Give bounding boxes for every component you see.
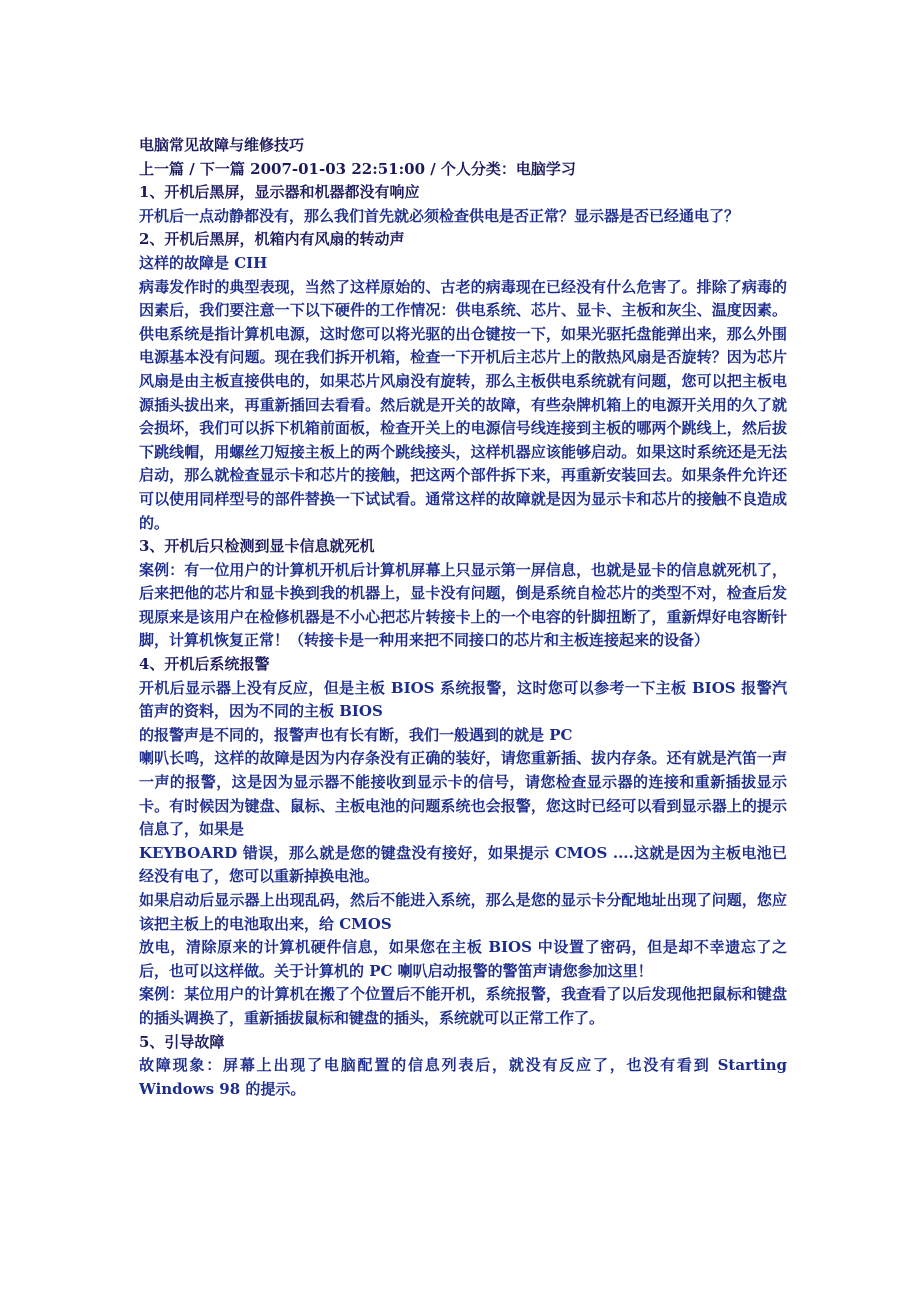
paragraph: 喇叭长鸣，这样的故障是因为内存条没有正确的装好，请您重新插、拔内存条。还有就是汽笛一声一声的报警，这是因为显示器不能接收到显示卡的信号，请您检查显示器的连接和重新插拔显示卡。有时候因为键盘、鼠标、主板电池的问题系统也会报警，您这时已经可以看到显示器上的提示信息了，如果是 — [139, 749, 787, 839]
paragraph: 故障现象：屏幕上出现了电脑配置的信息列表后，就没有反应了，也没有看到 Starting Windows 98 的提示。 — [139, 1056, 787, 1098]
paragraph: 开机后一点动静都没有，那么我们首先就必须检查供电是否正常？显示器是否已经通电了？ — [139, 206, 740, 225]
paragraph: 放电，清除原来的计算机硬件信息，如果您在主板 BIOS 中设置了密码，但是却不幸遗忘了之后，也可以这样做。关于计算机的 PC 喇叭启动报警的警笛声请您参加这里！ — [139, 938, 787, 980]
document-page — [139, 134, 787, 1101]
paragraph: 如果启动后显示器上出现乱码，然后不能进入系统，那么是您的显示卡分配地址出现了问题，您应该把主板上的电池取出来，给 CMOS — [139, 891, 787, 933]
section-heading: 1、开机后黑屏，显示器和机器都没有响应 — [139, 183, 420, 202]
section-heading: 2、开机后黑屏，机箱内有风扇的转动声 — [139, 230, 405, 249]
paragraph: 案例：某位用户的计算机在搬了个位置后不能开机，系统报警，我查看了以后发现他把鼠标和键盘的插头调换了，重新插拔鼠标和键盘的插头，系统就可以正常工作了。 — [139, 985, 787, 1027]
post-meta: 上一篇 / 下一篇 2007-01-03 22:51:00 / 个人分类：电脑学习 — [139, 159, 576, 178]
paragraph: KEYBOARD 错误，那么就是您的键盘没有接好，如果提示 CMOS ....这就是因为主板电池已经没有电了，您可以重新掉换电池。 — [139, 843, 787, 886]
paragraph: 这样的故障是 CIH — [139, 253, 268, 272]
paragraph: 的报警声是不同的，报警声也有长有断，我们一般遇到的就是 PC — [139, 725, 573, 744]
section-heading: 5、引导故障 — [139, 1032, 225, 1051]
article-body — [139, 181, 787, 1101]
paragraph: 案例：有一位用户的计算机开机后计算机屏幕上只显示第一屏信息，也就是显卡的信息就死机了，后来把他的芯片和显卡换到我的机器上，显卡没有问题，倒是系统自检芯片的类型不对，检查后发现原来是该用户在检修机器是不小心把芯片转接卡上的一个电容的针脚扭断了，重新焊好电容断针脚，计算机恢复正常！（转接卡是一种用来把不同接口的芯片和主板连接起来的设备） — [139, 560, 787, 650]
document-title: 电脑常见故障与维修技巧 — [139, 136, 305, 154]
paragraph: 开机后显示器上没有反应，但是主板 BIOS 系统报警，这时您可以参考一下主板 BIOS 报警汽笛声的资料，因为不同的主板 BIOS — [139, 678, 787, 721]
paragraph: 病毒发作时的典型表现，当然了这样原始的、古老的病毒现在已经没有什么危害了。排除了病毒的因素后，我们要注意一下以下硬件的工作情况：供电系统、芯片、显卡、主板和灰尘、温度因素。供电系统是指计算机电源，这时您可以将光驱的出仓键按一下，如果光驱托盘能弹出来，那么外围电源基本没有问题。现在我们拆开机箱，检查一下开机后主芯片上的散热风扇是否旋转？因为芯片风扇是由主板直接供电的，如果芯片风扇没有旋转，那么主板供电系统就有问题，您可以把主板电源插头拔出来，再重新插回去看看。然后就是开关的故障，有些杂牌机箱上的电源开关用的久了就会损坏，我们可以拆下机箱前面板，检查开关上的电源信号线连接到主板的哪两个跳线上，然后拔下跳线帽，用螺丝刀短接主板上的两个跳线接头，这样机器应该能够启动。如果这时系统还是无法启动，那么就检查显示卡和芯片的接触，把这两个部件拆下来，再重新安装回去。如果条件允许还可以使用同样型号的部件替换一下试试看。通常这样的故障就是因为显示卡和芯片的接触不良造成的。 — [139, 277, 787, 532]
section-heading: 4、开机后系统报警 — [139, 655, 270, 674]
section-heading: 3、开机后只检测到显卡信息就死机 — [139, 537, 375, 556]
